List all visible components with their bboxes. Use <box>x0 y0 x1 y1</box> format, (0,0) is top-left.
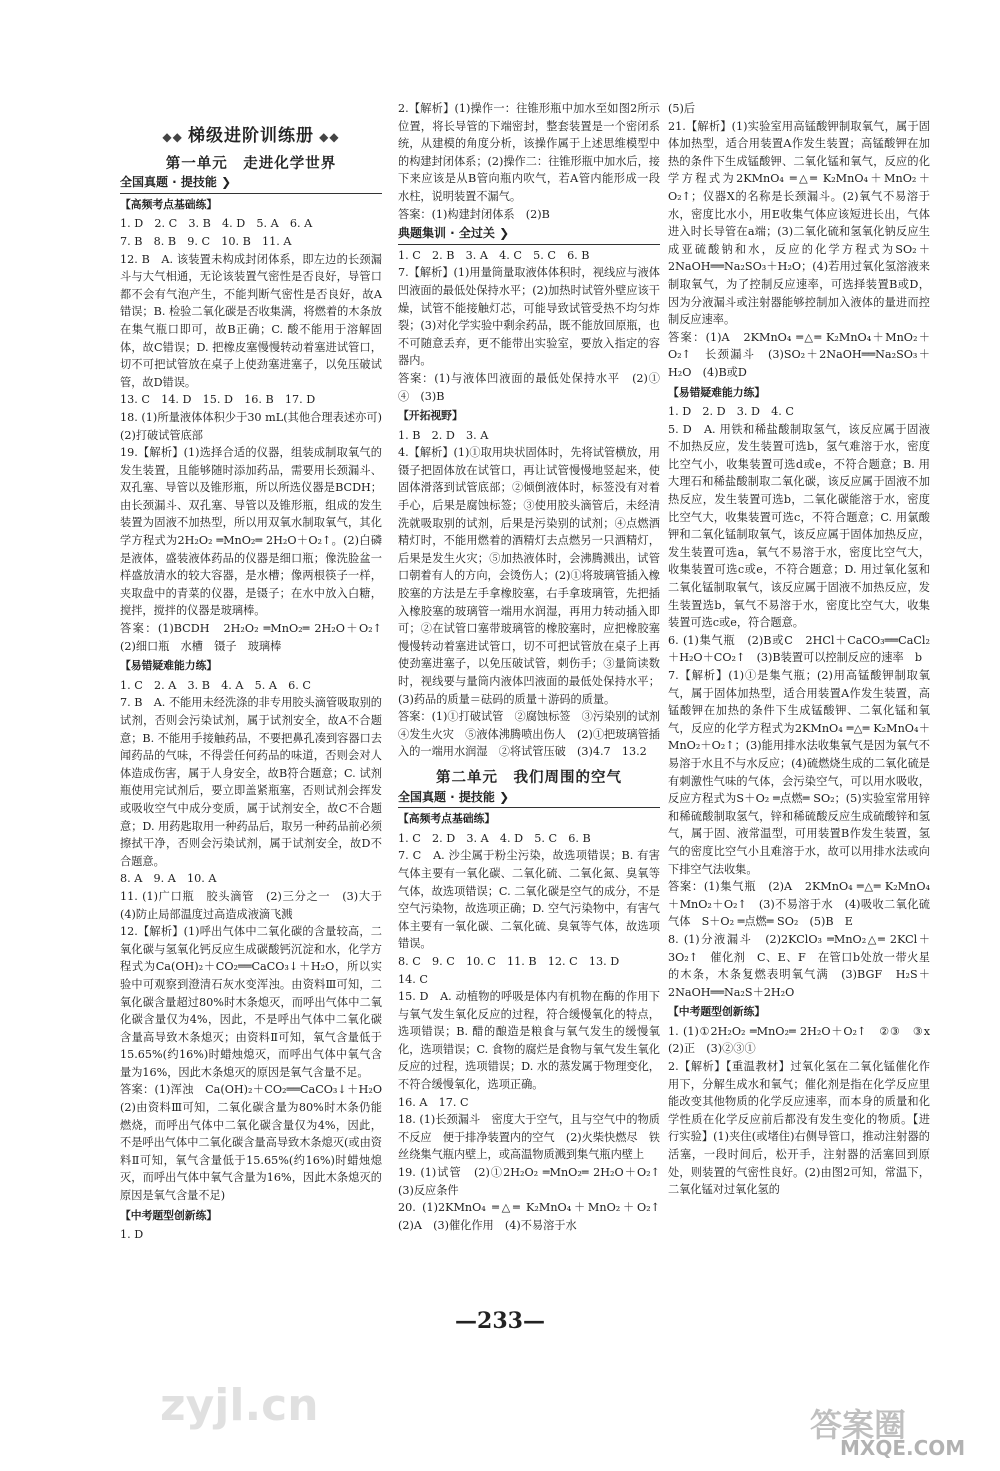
section-heading: 典题集训 · 全过关 ❯ <box>398 225 660 245</box>
answer-block: 答案：(1)浑浊 Ca(OH)₂＋CO₂══CaCO₃↓＋H₂O (2)由资料Ⅲ可知，二氧化碳含量为80%时木条仍能燃烧，而呼出气体中二氧化碳含量仅为4%，因此，不是呼出气体中二氧化碳含量高导致木条熄灭(或由资料Ⅱ可知，氧气含量低于15.65%(约16%)时蜡烛熄灭，而呼出气体中氧气含量为16%，因此木条熄灭的原因是氧气含量不足) <box>120 1083 394 1203</box>
explanation: 7. C A. 沙尘属于粉尘污染，故选项错误；B. 有害气体主要有一氧化碳、二氧化硫、二氧化氮、臭氧等气体，故选项错误；C. 二氧化碳是空气的成分，不是空气污染物，故选项正确；D. 空气污染物中，有害气体主要有一氧化碳、二氧化硫、臭氧等气体，故选项错误。 <box>398 849 660 951</box>
answer-block: 答案：(1)BCDH 2H₂O₂ ═MnO₂═ 2H₂O＋O₂↑ (2)细口瓶 水槽 镊子 玻璃棒 <box>120 622 394 653</box>
answer-block: 答案：(1)构建封闭体系 (2)B <box>398 207 550 221</box>
answer-line: 1. D 2. C 3. B 4. D 5. A 6. A <box>120 217 313 231</box>
explanation: 11. (1)广口瓶 胶头滴管 (2)三分之一 (3)大于 (4)防止局部温度过高造成液滴飞溅 <box>120 889 394 921</box>
sub-heading: 【易错疑难能力练】 <box>120 659 218 673</box>
explanation: 19. (1)试管 (2)①2H₂O₂ ═MnO₂═ 2H₂O＋O₂↑ (3)反应条件 <box>398 1166 672 1197</box>
unit-title: 第二单元 我们周围的空气 <box>436 768 622 786</box>
answer-block: 答案：(1)①打破试管 ②腐蚀标签 ③污染别的试剂 ④发生火灾 ⑤液体沸腾喷出伤人 (2)①把玻璃管插入的一端用水润湿 ②将试管压破 (3)4.7 13.2 <box>398 710 672 759</box>
answer-line: 1. C 2. B 3. A 4. C 5. C 6. B <box>398 248 590 262</box>
unit-title: 第一单元 走进化学世界 <box>165 154 337 172</box>
explanation: 20. (1)2KMnO₄ ═△═ K₂MnO₄＋MnO₂＋O₂↑ (2)A (3)催化作用 (4)不易溶于水 <box>398 1201 672 1232</box>
answer-line: 1. D 2. D 3. D 4. C <box>668 405 794 419</box>
page-number: —233— <box>455 1308 545 1334</box>
explanation: 8. (1)分液漏斗 (2)2KClO₃ ═MnO₂△═ 2KCl＋3O₂↑ 催化剂 C、E、F 在管口b处放一带火星的木条，木条复燃表明氧气满 (3)BGF H₂S＋2NaOH══Na₂S＋2H₂O <box>668 932 930 999</box>
explanation: 19.【解析】(1)选择合适的仪器，组装成制取氧气的发生装置，且能够随时添加药品，需要用长颈漏斗、双孔塞、导管以及锥形瓶，所以所选仪器是BCDH；由长颈漏斗、双孔塞、导管以及锥形瓶，组成的发生装置为固液不加热型，所以用双氧水制取氧气，其化学方程式为2H₂O₂ ═MnO₂═ 2H₂O＋O₂↑。(2)白磷是液体，盛装液体药品的仪器是细口瓶；像洗脸盆一样盛放清水的较大容器，是水槽；像两根筷子一样，夹取盘中的青菜的仪器，是镊子；在水中放入白糖，搅拌，搅拌的仪器是玻璃棒。 <box>120 446 382 618</box>
answer-line: 1. C 2. D 3. A 4. D 5. C 6. B <box>398 831 591 845</box>
explanation: 2.【解析】(1)操作一：往锥形瓶中加水至如图2所示位置，将长导管的下端密封，整套装置是一个密闭系统，从建模的角度分析，该操作属于上述思维模型中的构建封闭体系；(2)操作二：往锥形瓶中加水后，接下来应该是从B管向瓶内吹气，若A管内能形成一段水柱，说明装置不漏气。 <box>398 102 660 203</box>
explanation: 12. B A. 该装置未构成封闭体系，即左边的长颈漏斗与大气相通，无论该装置气密性是否良好，导管口都不会有气泡产生，不能判断气密性是否良好，故A错误；B. 检验二氧化碳是否收集满，将燃着的木条放在集气瓶口即可，故B正确；C. 酸不能用于溶解固体，故C错误；D. 把橡皮塞慢慢转动着塞进试管口，切不可把试管放在桌子上使劲塞进塞子，以免压破试管，故D错误。 <box>120 252 382 389</box>
column-left <box>120 100 394 1244</box>
answer-block: 答案：(1)A 2KMnO₄ ═△═ K₂MnO₄＋MnO₂＋O₂↑ 长颈漏斗 (3)SO₂＋2NaOH══Na₂SO₃＋H₂O (4)B或D <box>668 330 930 379</box>
watermark-left: zyjl.cn <box>160 1380 319 1431</box>
explanation: 21.【解析】(1)实验室用高锰酸钾制取氧气，属于固体加热型，适合用装置A作发生装置；高锰酸钾在加热的条件下生成锰酸钾、二氧化锰和氧气，反应的化学方程式为2KMnO₄ ═△═ K₂MnO₄＋MnO₂＋O₂↑；仪器X的名称是长颈漏斗。(2)氧气不易溶于水，密度比水小，用E收集气体应该短进长出，气体进入时长导管在a端；(3)二氧化硫和氢氧化钠反应生成亚硫酸钠和水，反应的化学方程式为SO₂＋2NaOH══Na₂SO₃＋H₂O；(4)若用过氧化氢溶液来制取氧气，为了控制反应速率，可选择装置B或D，因为分液漏斗或注射器能够控制加入液体的量进而控制反应速率。 <box>668 119 930 327</box>
answer-line: 8. C 9. C 10. C 11. B 12. C 13. D <box>398 954 620 968</box>
answer-line: 13. C 14. D 15. D 16. B 17. D <box>120 393 316 407</box>
answer-line: 14. C <box>398 972 428 986</box>
explanation: 5. D A. 用铁和稀盐酸制取氢气，该反应属于固液不加热反应，发生装置可选b，氢气难溶于水，密度比空气小，收集装置可选d或e，不符合题意；B. 用大理石和稀盐酸制取二氧化碳，该反应属于固液不加热反应，发生装置可选b，二氧化碳能溶于水，密度比空气大，收集装置可选c，不符合题意；C. 用氯酸钾和二氧化锰制取氧气，该反应属于固体加热反应，发生装置可选a，氧气不易溶于水，密度比空气大，收集装置可选c或e，不符合题意；D. 用过氧化氢和二氧化锰制取氧气，该反应属于固液不加热反应，发生装置选b，氧气不易溶于水，密度比空气大，收集装置可选c或e，符合题意。 <box>668 422 930 630</box>
explanation: 7.【解析】(1)用量筒量取液体体积时，视线应与液体凹液面的最低处保持水平；(2)加热时试管外壁应该干燥，试管不能接触灯芯，可能导致试管受热不均匀炸裂；(3)对化学实验中剩余药品，既不能放回原瓶，也不可随意丢弃，更不能带出实验室，要放入指定的容器内。 <box>398 266 660 368</box>
section-heading: 全国真题 · 提技能 ❯ <box>398 789 660 809</box>
answer-line: 1. D <box>120 1228 144 1242</box>
column-right <box>668 100 942 1199</box>
answer-line: 1. B 2. D 3. A <box>398 428 489 442</box>
answer-block: 答案：(1)集气瓶 (2)A 2KMnO₄ ═△═ K₂MnO₄＋MnO₂＋O₂↑ (3)不易溶于水 (4)吸收二氧化硫气体 S＋O₂ ═点燃═ SO₂ (5)B E <box>668 880 930 929</box>
column-middle <box>398 100 672 1234</box>
sub-heading: 【高频考点基础练】 <box>398 812 496 826</box>
answer-line: 7. B 8. B 9. C 10. B 11. A <box>120 234 292 248</box>
answer-line: 1. C 2. A 3. B 4. A 5. A 6. C <box>120 678 311 692</box>
explanation: 1. (1)①2H₂O₂ ═MnO₂═ 2H₂O＋O₂↑ ②③ ③x (2)正 (3)②③① <box>668 1024 942 1056</box>
explanation: 6. (1)集气瓶 (2)B或C 2HCl＋CaCO₃══CaCl₂＋H₂O＋CO₂↑ (3)B装置可以控制反应的速率 b <box>668 633 930 665</box>
explanation: 2.【解析】【重温教材】过氧化氢在二氧化锰催化作用下，分解生成水和氧气；催化剂是指在化学反应里能改变其他物质的化学反应速率，而本身的质量和化学性质在化学反应前后都没有发生变化的物质。【进行实验】(1)夹住(或堵住)右侧导管口，推动注射器的活塞，一段时间后，松开手，注射器的活塞回到原处，则装置的气密性良好。(2)由图2可知，常温下，二氧化锰对过氧化氢的 <box>668 1060 930 1197</box>
sub-heading: 【开拓视野】 <box>398 409 463 423</box>
watermark-logo: 答案圈 <box>810 1406 907 1444</box>
section-heading: 全国真题 · 提技能 ❯ <box>120 174 382 194</box>
explanation: 18. (1)所量液体体积少于30 mL(其他合理表述亦可) (2)打破试管底部 <box>120 410 394 442</box>
sub-heading: 【中考题型创新练】 <box>120 1208 218 1222</box>
answer-line: 8. A 9. A 10. A <box>120 872 217 886</box>
explanation: 4.【解析】(1)①取用块状固体时，先将试管横放，用镊子把固体放在试管口，再让试管慢慢地竖起来，使固体滑落到试管底部；②倾倒液体时，标签没有对着手心，后果是腐蚀标签；③使用胶头滴管后，未经清洗就吸取别的试剂，后果是污染别的试剂；④点燃酒精灯时，不能用燃着的酒精灯去点燃另一只酒精灯，后果是发生火灾；⑤加热液体时，会沸腾溅出，试管口朝着有人的方向，会烫伤人；(2)①将玻璃管插入橡胶塞的方法是左手拿橡胶塞，右手拿玻璃管，先把插入橡胶塞的玻璃管一端用水润湿，再用力转动插入即可；②在试管口塞带玻璃管的橡胶塞时，应把橡胶塞慢慢转动着塞进试管口，切不可把试管放在桌子上再使劲塞进塞子，以免压破试管，刺伤手；③量筒读数时，视线要与量筒内液体凹液面的最低处保持水平；(3)药品的质量＝砝码的质量＋游码的质量。 <box>398 446 660 706</box>
answer-block: 答案：(1)与液体凹液面的最低处保持水平 (2)① ④ (3)B <box>398 371 672 403</box>
explanation: 12.【解析】(1)呼出气体中二氧化碳的含量较高，二氧化碳与氢氧化钙反应生成碳酸钙沉淀和水，化学方程式为Ca(OH)₂＋CO₂══CaCO₃↓＋H₂O，所以实验中可观察到澄清石灰水变浑浊。由资料Ⅲ可知，二氧化碳含量超过80%时木条熄灭，而呼出气体中二氧化碳含量仅为4%，因此，不是呼出气体中二氧化碳含量高导致木条熄灭；由资料Ⅱ可知，氧气含量低于15.65%(约16%)时蜡烛熄灭，而呼出气体中氧气含量为16%，因此木条熄灭的原因是氧气含量不足。 <box>120 925 382 1079</box>
watermark-url: MXQE.COM <box>840 1436 966 1460</box>
sub-heading: 【高频考点基础练】 <box>120 197 218 211</box>
explanation: 7.【解析】(1)①是集气瓶；(2)用高锰酸钾制取氧气，属于固体加热型，适合用装置A作发生装置，高锰酸钾在加热的条件下生成锰酸钾、二氧化锰和氧气，反应的化学方程式为2KMnO₄ ═△═ K₂MnO₄＋MnO₂＋O₂↑；(3)能用排水法收集氧气是因为氧气不易溶于水且不与水反应；(4)硫燃烧生成的二氧化硫是有刺激性气味的气体，会污染空气，可以用水吸收，反应方程式为S＋O₂ ═点燃═ SO₂；(5)实验室常用锌和稀硫酸制取氢气，锌和稀硫酸反应生成硫酸锌和氢气，属于固、液常温型，可用装置B作发生装置，氢气的密度比空气小且难溶于水，故可以用排水法或向下排空气法收集。 <box>668 669 930 876</box>
answer-line: (5)后 <box>668 102 696 115</box>
sub-heading: 【易错疑难能力练】 <box>668 385 766 399</box>
explanation: 18. (1)长颈漏斗 密度大于空气，且与空气中的物质不反应 便于排净装置内的空气 (2)火柴快燃尽 铁丝绕集气瓶内壁上，或高温物质溅到集气瓶内壁上 <box>398 1113 660 1162</box>
book-title: ◆◆ 梯级进阶训练册 ◆◆ <box>162 126 340 146</box>
explanation: 7. B A. 不能用未经洗涤的非专用胶头滴管吸取别的试剂，否则会污染试剂，属于试剂安全，故A不合题意；B. 不能用手接触药品，不要把鼻孔凑到容器口去闻药品的气味，不得尝任何药品的味道，否则会对人体造成伤害，属于人身安全，故B符合题意；C. 试剂瓶使用完试剂后，要立即盖紧瓶塞，否则试剂会挥发或吸收空气中成分变质，属于试剂安全，故C不合题意；D. 用药匙取用一种药品后，取另一种药品前必须擦拭干净，否则会污染试剂，属于试剂安全，故D不合题意。 <box>120 696 382 868</box>
sub-heading: 【中考题型创新练】 <box>668 1005 766 1019</box>
explanation: 15. D A. 动植物的呼吸是体内有机物在酶的作用下与氧气发生氧化反应的过程，符合缓慢氧化的特点，选项错误；B. 醋的酿造是粮食与氧气发生的缓慢氧化，选项错误；C. 食物的腐烂是食物与氧气发生氧化反应的过程，选项错误；D. 水的蒸发属于物理变化，不符合缓慢氧化，选项正确。 <box>398 990 660 1092</box>
answer-line: 16. A 17. C <box>398 1095 469 1109</box>
